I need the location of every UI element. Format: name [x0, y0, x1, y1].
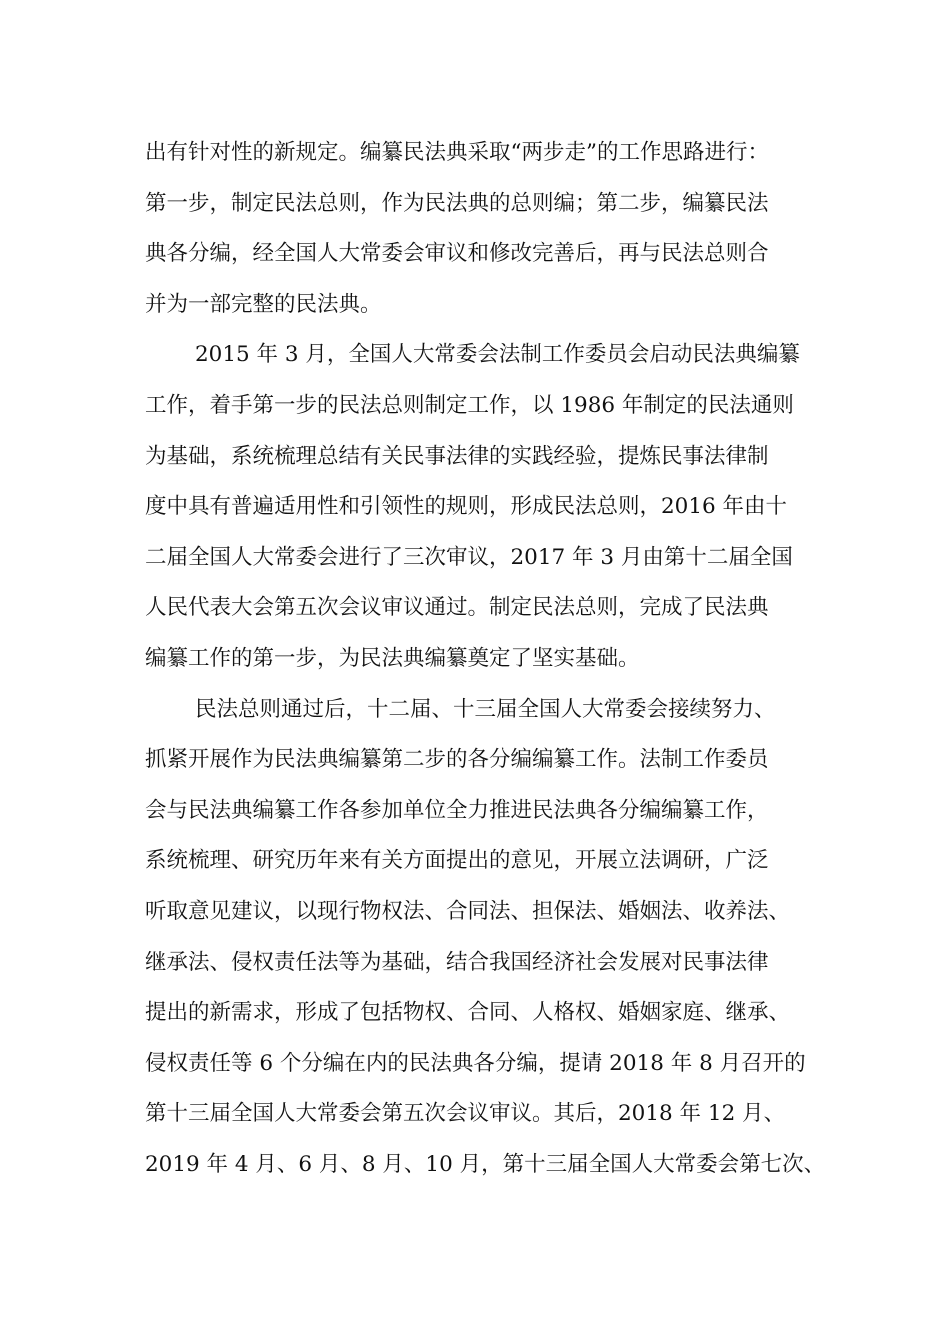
text-line: 继承法、侵权责任法等为基础，结合我国经济社会发展对民事法律 [145, 949, 769, 975]
text-line: 第一步，制定民法总则，作为民法典的总则编；第二步，编纂民法 [145, 190, 769, 216]
text-line: 出有针对性的新规定。编纂民法典采取“两步走”的工作思路进行： [145, 140, 769, 165]
text-line: 人民代表大会第五次会议审议通过。制定民法总则，完成了民法典 [145, 595, 769, 621]
paragraph-first-line: 民法总则通过后，十二届、十三届全国人大常委会接续努力、 [195, 696, 776, 722]
text-line: 度中具有普遍适用性和引领性的规则，形成民法总则，2016 年由十 [145, 494, 788, 520]
text-line: 第十三届全国人大常委会第五次会议审议。其后，2018 年 12 月、 [145, 1101, 786, 1127]
text-line: 抓紧开展作为民法典编纂第二步的各分编编纂工作。法制工作委员 [145, 747, 769, 773]
text-line: 为基础，系统梳理总结有关民事法律的实践经验，提炼民事法律制 [145, 443, 769, 469]
text-line: 二届全国人大常委会进行了三次审议，2017 年 3 月由第十二届全国 [145, 544, 793, 570]
text-line: 提出的新需求，形成了包括物权、合同、人格权、婚姻家庭、继承、 [145, 1000, 791, 1026]
text-line: 听取意见建议，以现行物权法、合同法、担保法、婚姻法、收养法、 [145, 898, 791, 924]
text-line: 工作，着手第一步的民法总则制定工作，以 1986 年制定的民法通则 [145, 392, 794, 418]
body-text [145, 128, 835, 1190]
text-line: 典各分编，经全国人大常委会审议和修改完善后，再与民法总则合 [145, 241, 769, 267]
paragraph-first-line: 2015 年 3 月，全国人大常委会法制工作委员会启动民法典编纂 [195, 342, 800, 368]
text-line: 会与民法典编纂工作各参加单位全力推进民法典各分编编纂工作， [145, 797, 769, 823]
text-line: 2019 年 4 月、6 月、8 月、10 月，第十三届全国人大常委会第七次、 [145, 1151, 826, 1177]
text-line: 并为一部完整的民法典。 [145, 291, 382, 317]
text-line: 系统梳理、研究历年来有关方面提出的意见，开展立法调研，广泛 [145, 848, 769, 874]
text-line: 侵权责任等 6 个分编在内的民法典各分编，提请 2018 年 8 月召开的 [145, 1050, 806, 1076]
text-line: 编纂工作的第一步，为民法典编纂奠定了坚实基础。 [145, 645, 640, 671]
